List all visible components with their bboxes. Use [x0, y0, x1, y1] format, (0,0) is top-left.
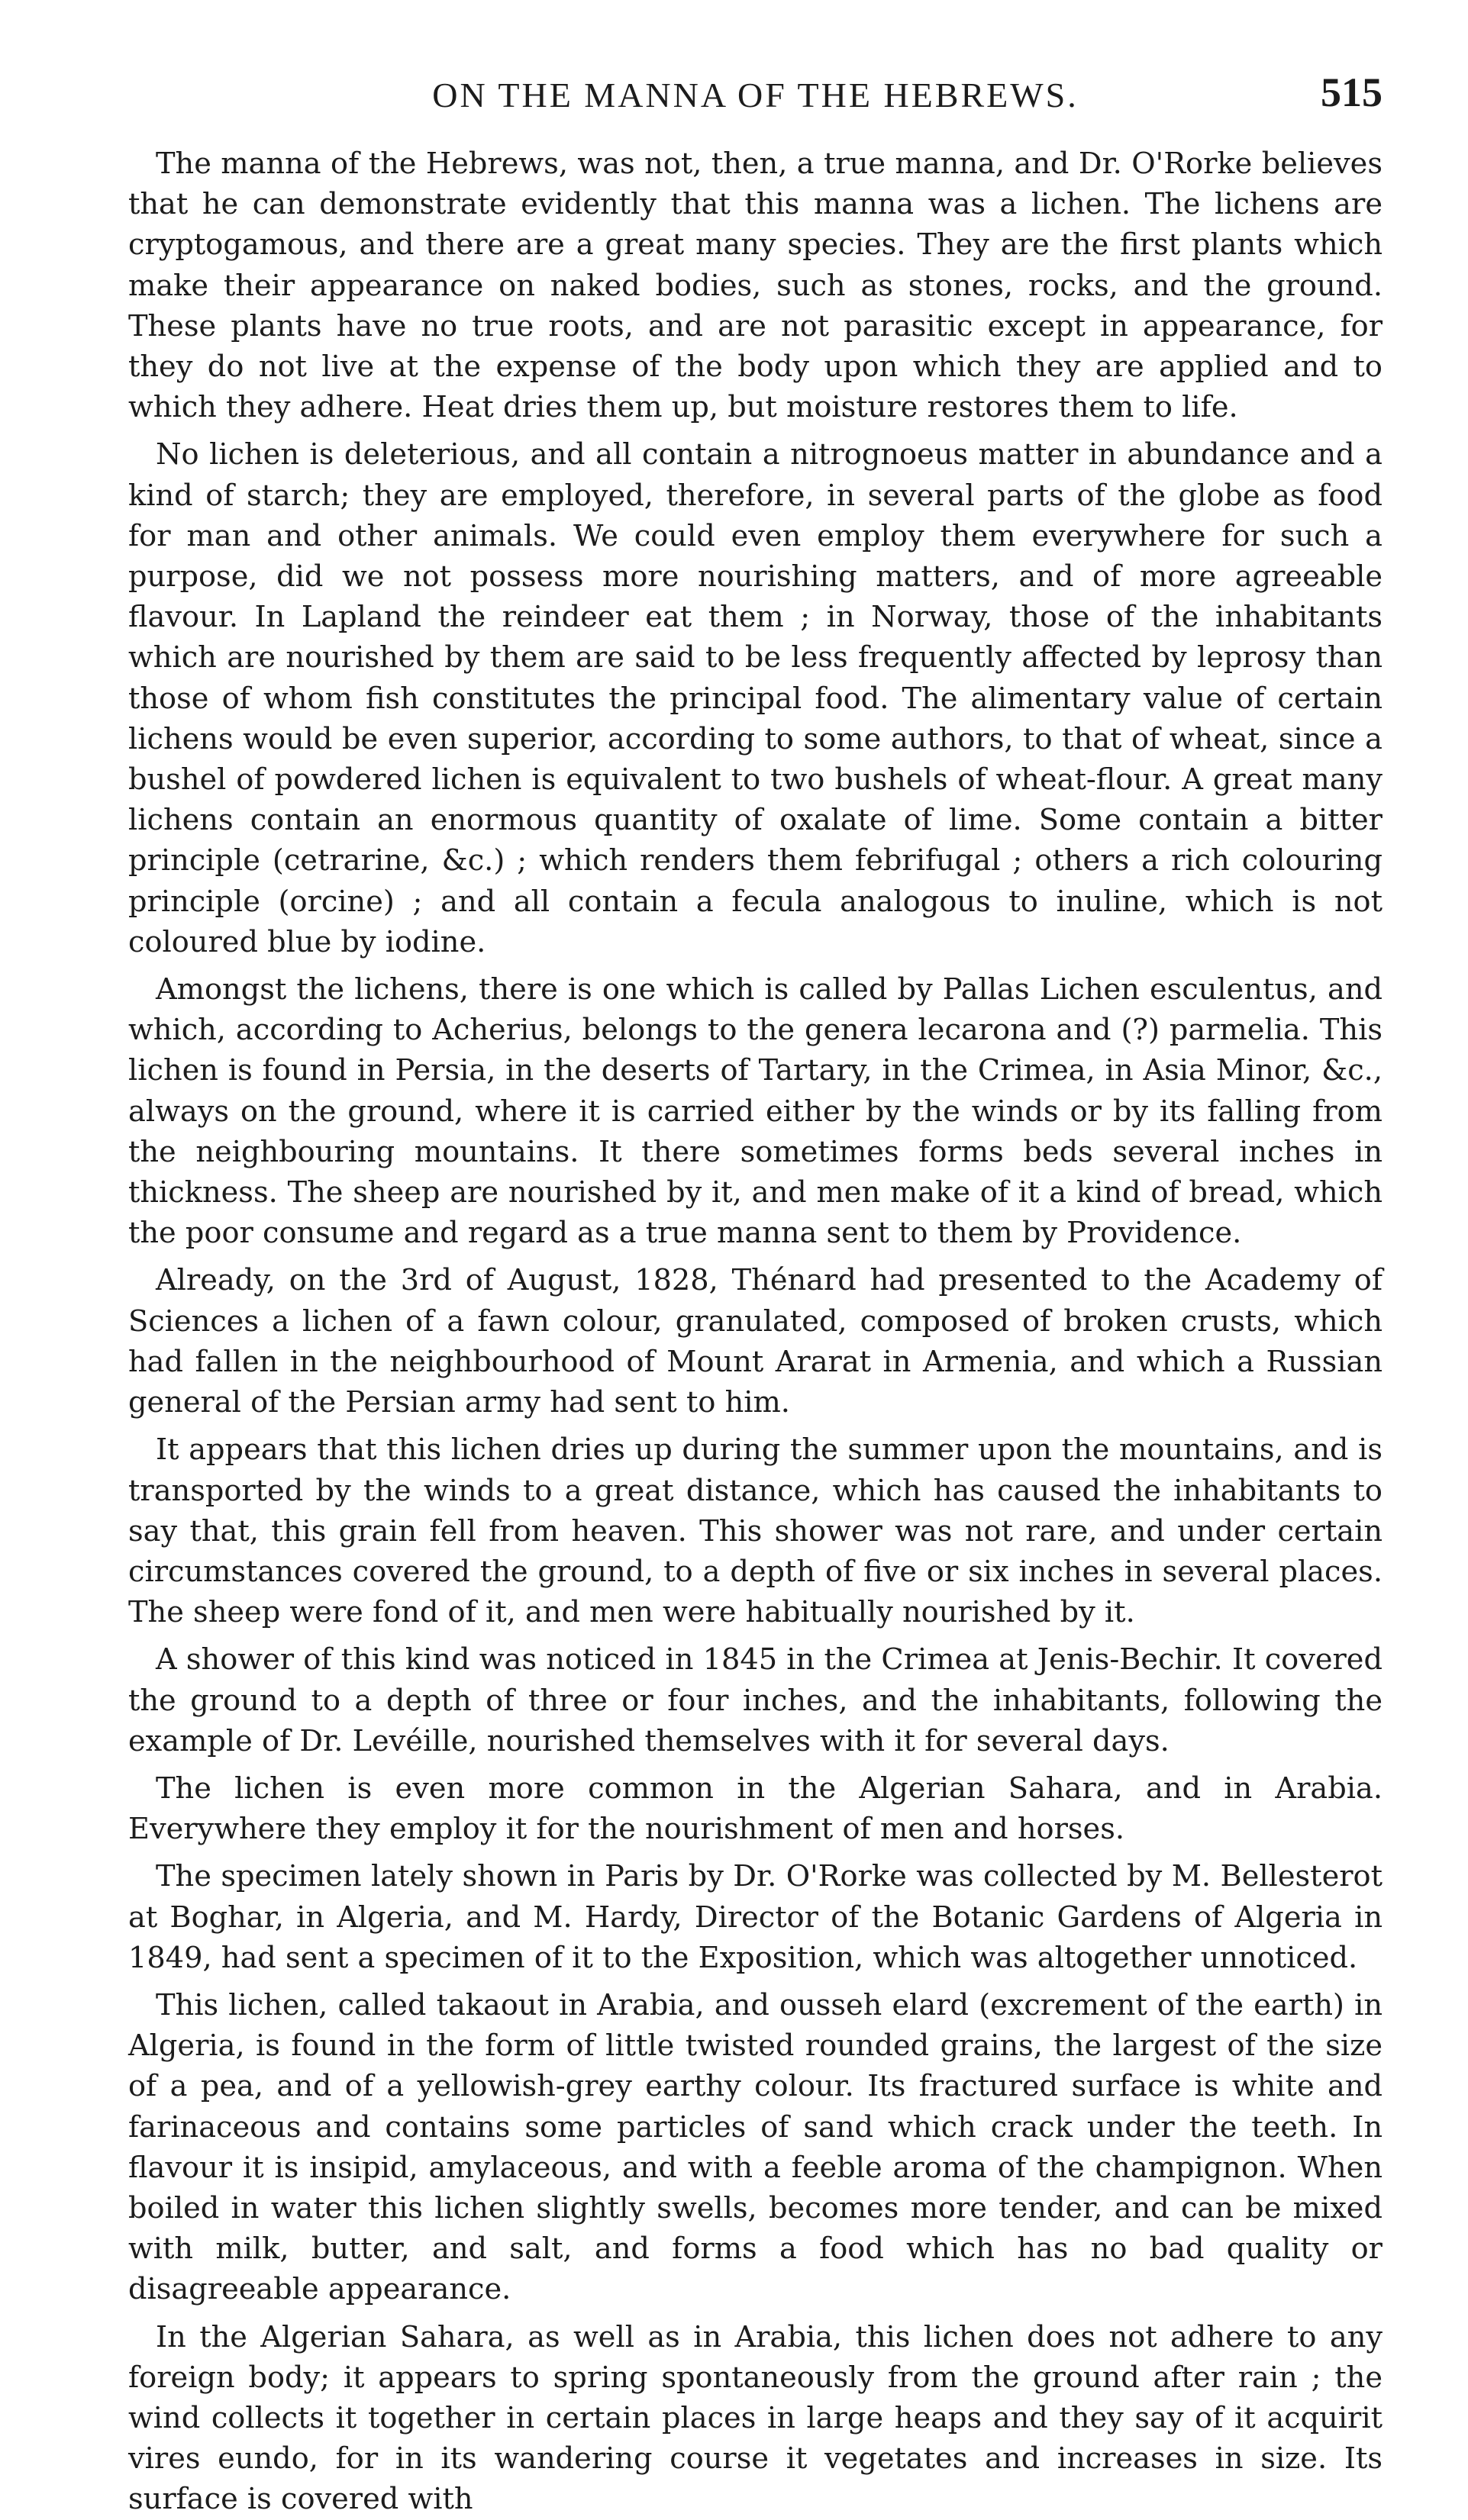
paragraph: This lichen, called takaout in Arabia, and ousseh elard (excrement of the earth) in Algeria, is found in the form of little twisted rounded grains, the largest of the size of a pea, and of a yellowish-grey earthy colour. Its fractured surface is white and farinaceous and contains some particles of sand which crack under the teeth. In flavour it is insipid, amylaceous, and with a feeble aroma of the champignon. When boiled in water this lichen slightly swells, becomes more tender, and can be mixed with milk, butter, and salt, and forms a food which has no bad quality or disagreeable appearance.: [128, 1987, 1383, 2307]
paragraph: A shower of this kind was noticed in 1845 in the Crimea at Jenis-Bechir. It covered the ground to a depth of three or four inches, and the inhabitants, following the example of Dr. Levéille, nourished themselves with it for several days.: [128, 1642, 1383, 1758]
paragraph: Already, on the 3rd of August, 1828, Thénard had presented to the Academy of Sciences a lichen of a fawn colour, granulated, composed of broken crusts, which had fallen in the neighbourhood of Mount Ararat in Armenia, and which a Russian general of the Persian army had sent to him.: [128, 1263, 1383, 1420]
paragraph: The specimen lately shown in Paris by Dr. O'Rorke was collected by M. Bellesterot at Boghar, in Algeria, and M. Hardy, Director of the Botanic Gardens of Algeria in 1849, had sent a specimen of it to the Exposition, which was altogether unnoticed.: [128, 1859, 1383, 1975]
paragraph: No lichen is deleterious, and all contain a nitrognoeus matter in abundance and a kind of starch; they are employed, therefore, in several parts of the globe as food for man and other animals. We could even employ them everywhere for such a purpose, did we not possess more nourishing matters, and of more agreeable flavour. In Lapland the reindeer eat them ; in Norway, those of the inhabitants which are nourished by them are said to be less frequently affected by leprosy than those of whom fish constitutes the principal food. The alimentary value of certain lichens would be even superior, according to some authors, to that of wheat, since a bushel of powdered lichen is equivalent to two bushels of wheat-flour. A great many lichens contain an enormous quantity of oxalate of lime. Some contain a bitter principle (cetrarine, &c.) ; which renders them febrifugal ; others a rich colouring principle (orcine) ; and all contain a fecula analogous to inuline, which is not coloured blue by iodine.: [128, 437, 1383, 959]
paragraph: Amongst the lichens, there is one which is called by Pallas Lichen esculentus, and which, according to Acherius, belongs to the genera lecarona and (?) parmelia. This lichen is found in Persia, in the deserts of Tartary, in the Crimea, in Asia Minor, &c., always on the ground, where it is carried either by the winds or by its falling from the neighbouring mountains. It there sometimes forms beds several inches in thickness. The sheep are nourished by it, and men make of it a kind of bread, which the poor consume and regard as a true manna sent to them by Providence.: [128, 972, 1383, 1251]
paragraph: It appears that this lichen dries up during the summer upon the mountains, and is transported by the winds to a great distance, which has caused the inhabitants to say that, this grain fell from heaven. This shower was not rare, and under certain circumstances covered the ground, to a depth of five or six inches in several places. The sheep were fond of it, and men were habitually nourished by it.: [128, 1432, 1383, 1630]
body-text: [128, 143, 1383, 2517]
paragraph: The lichen is even more common in the Algerian Sahara, and in Arabia. Everywhere they employ it for the nourishment of men and horses.: [128, 1771, 1383, 1847]
paragraph: The manna of the Hebrews, was not, then, a true manna, and Dr. O'Rorke believes that he can demonstrate evidently that this manna was a lichen. The lichens are cryptogamous, and there are a great many species. They are the first plants which make their appearance on naked bodies, such as stones, rocks, and the ground. These plants have no true roots, and are not parasitic except in appearance, for they do not live at the expense of the body upon which they are applied and to which they adhere. Heat dries them up, but moisture restores them to life.: [128, 147, 1383, 425]
paragraph: In the Algerian Sahara, as well as in Arabia, this lichen does not adhere to any foreign body; it appears to spring spontaneously from the ground after rain ; the wind collects it together in certain places in large heaps and they say of it acquirit vires eundo, for in its wandering course it vegetates and increases in size. Its surface is covered with: [128, 2319, 1383, 2517]
page-header: [128, 60, 1383, 143]
running-title: ON THE MANNA OF THE HEBREWS.: [432, 76, 1079, 114]
page-number: 515: [1321, 69, 1383, 115]
